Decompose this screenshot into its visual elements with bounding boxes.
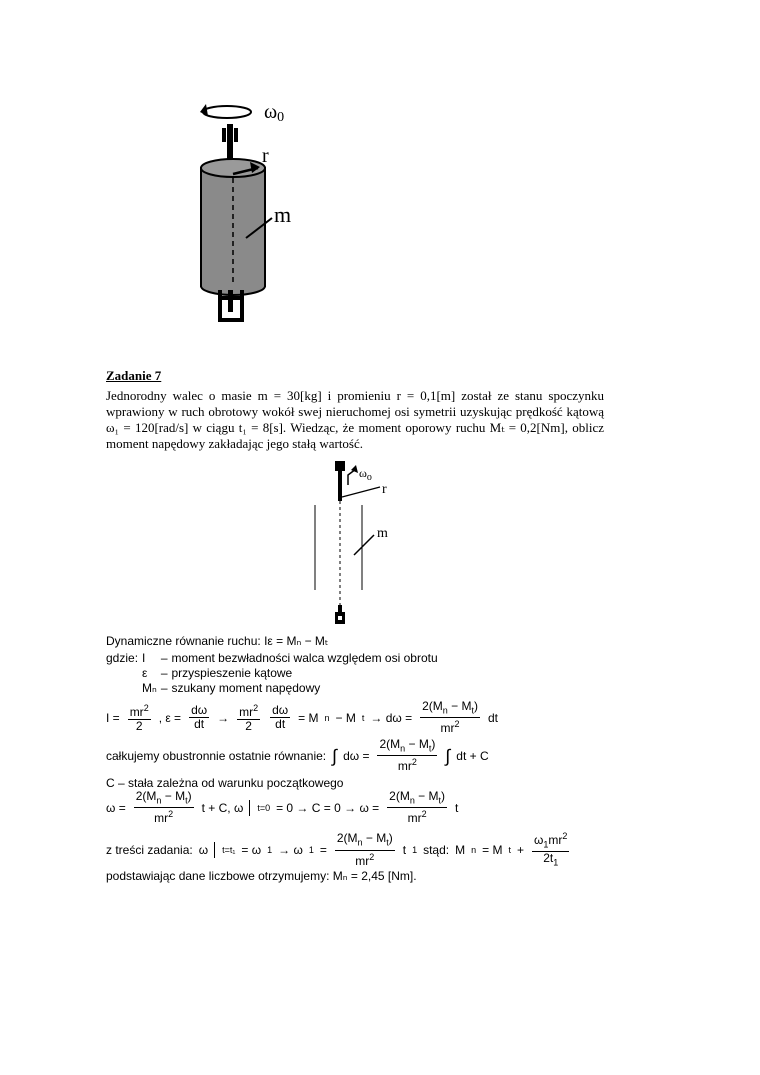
- mass-label-small: m: [377, 526, 388, 541]
- integration-line: całkujemy obustronnie ostatnie równanie: ∫ dω = $\frac{2(M_n - M_t)}{mr^2}$ ∫ dt + C: [106, 737, 489, 774]
- omega-solution-line: ω = $\frac{2(M_n - M_t)}{mr^2}$ t + C, ω t=0 = 0 → C = 0 → ω = $\frac{2(M_n - M_t)}{mr^2}$ t: [106, 789, 459, 826]
- equation-inertia: I = $\frac{mr^2}{2}$ , ε = $\frac{d\omega}{dt}$ → $\frac{mr^2}{2}$ $\frac{d\omega}{dt}$ = M n − M t → dω = $\frac{2(M_n - M_t)}{mr^2}$ dt: [106, 699, 498, 736]
- rotation-arrow-icon: [203, 106, 251, 118]
- omega0-label-small: $\omega_o$: [359, 466, 372, 483]
- mass-label: m: [274, 202, 292, 227]
- dynamic-equation-line: Dynamiczne równanie ruchu: Iε = Mₙ − Mₜ: [106, 634, 329, 648]
- radius-label: r: [262, 145, 269, 167]
- final-result: podstawiając dane liczbowe otrzymujemy: Mₙ = 2,45 [Nm].: [106, 869, 417, 883]
- problem-title: Zadanie 7: [106, 368, 162, 383]
- cylinder-figure-top: [180, 90, 330, 330]
- constant-note: C – stała zależna od warunku początkowego: [106, 776, 344, 790]
- problem-text: Jednorodny walec o masie m = 30[kg] i promieniu r = 0,1[m] został ze stanu spoczynku wprawiony w ruch obrotowy wokół swej nieruchomej osi symetrii uzyskując prędkość kątową ω₁ = 120[rad/s] w ciągu t₁ = 8[s]. Wiedząc, że moment oporowy ruchu Mₜ = 0,2[Nm], oblicz moment napędowy zakładając jego stałą wartość.: [106, 388, 604, 451]
- conditions-line: z treści zadania: ω t=t₁ = ω 1 → ω 1 = $\frac{2(M_n - M_t)}{mr^2}$ t 1 stąd: M n = M t + $\frac{\omega_1mr^2}{2t_1}$: [106, 831, 568, 868]
- radius-label-small: r: [382, 482, 387, 497]
- omega0-label: ω0: [264, 101, 285, 125]
- cylinder-figure-bottom: [300, 455, 410, 630]
- rotation-arrow-icon: [348, 465, 358, 485]
- definitions-block: gdzie: I – moment bezwładności walca względem osi obrotu ε – przyspieszenie kątowe Mₙ – szukany moment napędowy: [106, 651, 438, 695]
